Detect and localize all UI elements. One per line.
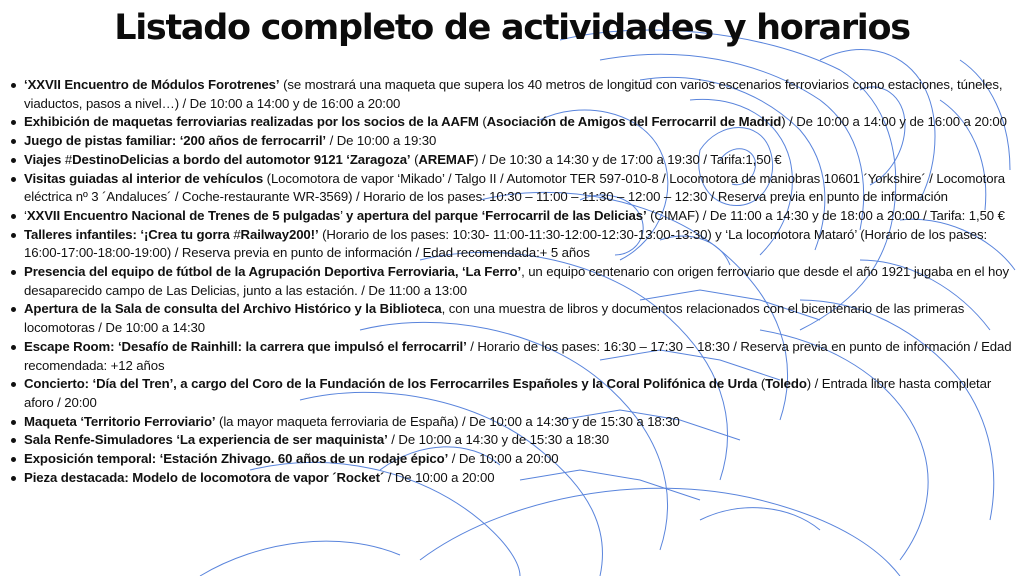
list-item: Apertura de la Sala de consulta del Archivo Histórico y la Biblioteca, con una muestra de libros y documentos relacionados con el bicentenario de las primeras locomotoras / De 10:00 a 14:30 bbox=[8, 300, 1012, 337]
list-item: ‘XXVII Encuentro Nacional de Trenes de 5 pulgadas’ y apertura del parque ‘Ferrocarril de las Delicias’ (CIMAF) / De 11:00 a 14:30 y de 18:00 a 20:00 / Tarifa: 1,50 € bbox=[8, 207, 1012, 226]
list-item: Concierto: ‘Día del Tren’, a cargo del Coro de la Fundación de los Ferrocarriles Españoles y la Coral Polifónica de Urda (Toledo) / Entrada libre hasta completar aforo / 20:00 bbox=[8, 375, 1012, 412]
list-item: Visitas guiadas al interior de vehículos (Locomotora de vapor ‘Mikado’ / Talgo II / Automotor TER 597-010-8 / Locomotora de maniobras 10601 ´Yorkshire´ / Locomotora eléctrica nº 3 ´Andaluces´ / Coche-restaurante WR-3569) / Horario de los pases: 10:30 – 11:00 – 11:30 – 12:00 – 12:30 / Reserva previa en punto de información bbox=[8, 170, 1012, 207]
list-item: Viajes #DestinoDelicias a bordo del automotor 9121 ‘Zaragoza’ (AREMAF) / De 10:30 a 14:30 y de 17:00 a 19:30 / Tarifa:1,50 € bbox=[8, 151, 1012, 170]
list-item: Juego de pistas familiar: ‘200 años de ferrocarril’ / De 10:00 a 19:30 bbox=[8, 132, 1012, 151]
list-item: Exhibición de maquetas ferroviarias realizadas por los socios de la AAFM (Asociación de Amigos del Ferrocarril de Madrid) / De 10:00 a 14:00 y de 16:00 a 20:00 bbox=[8, 113, 1012, 132]
activities-list bbox=[8, 76, 1012, 487]
page-title: Listado completo de actividades y horarios bbox=[114, 8, 910, 48]
list-item: Talleres infantiles: ‘¡Crea tu gorra #Railway200!’ (Horario de los pases: 10:30- 11:00-11:30-12:00-12:30-13:00-13:30) y ‘La locomotora Mataró’ (Horario de los pases: 16:00-17:00-18:00-19:00) / Reserva previa en punto de información / Edad recomendada:+ 5 años bbox=[8, 226, 1012, 263]
list-item: ‘XXVII Encuentro de Módulos Forotrenes’ (se mostrará una maqueta que supera los 40 metros de longitud con varios escenarios ferroviarios como estaciones, túneles, viaductos, pasos a nivel…) / De 10:00 a 14:00 y de 16:00 a 20:00 bbox=[8, 76, 1012, 113]
list-item: Exposición temporal: ‘Estación Zhivago. 60 años de un rodaje épico’ / De 10:00 a 20:00 bbox=[8, 450, 1012, 469]
list-item: Pieza destacada: Modelo de locomotora de vapor ´Rocket´ / De 10:00 a 20:00 bbox=[8, 469, 1012, 488]
list-item: Escape Room: ‘Desafío de Rainhill: la carrera que impulsó el ferrocarril’ / Horario de los pases: 16:30 – 17:30 – 18:30 / Reserva previa en punto de información / Edad recomendada: +12 años bbox=[8, 338, 1012, 375]
list-item: Presencia del equipo de fútbol de la Agrupación Deportiva Ferroviaria, ‘La Ferro’, un equipo centenario con origen ferroviario que desde el año 1921 jugaba en el hoy desaparecido campo de Las Delicias, junto a las estación. / De 11:00 a 13:00 bbox=[8, 263, 1012, 300]
list-item: Maqueta ‘Territorio Ferroviario’ (la mayor maqueta ferroviaria de España) / De 10:00 a 14:30 y de 15:30 a 18:30 bbox=[8, 413, 1012, 432]
list-item: Sala Renfe-Simuladores ‘La experiencia de ser maquinista’ / De 10:00 a 14:30 y de 15:30 a 18:30 bbox=[8, 431, 1012, 450]
